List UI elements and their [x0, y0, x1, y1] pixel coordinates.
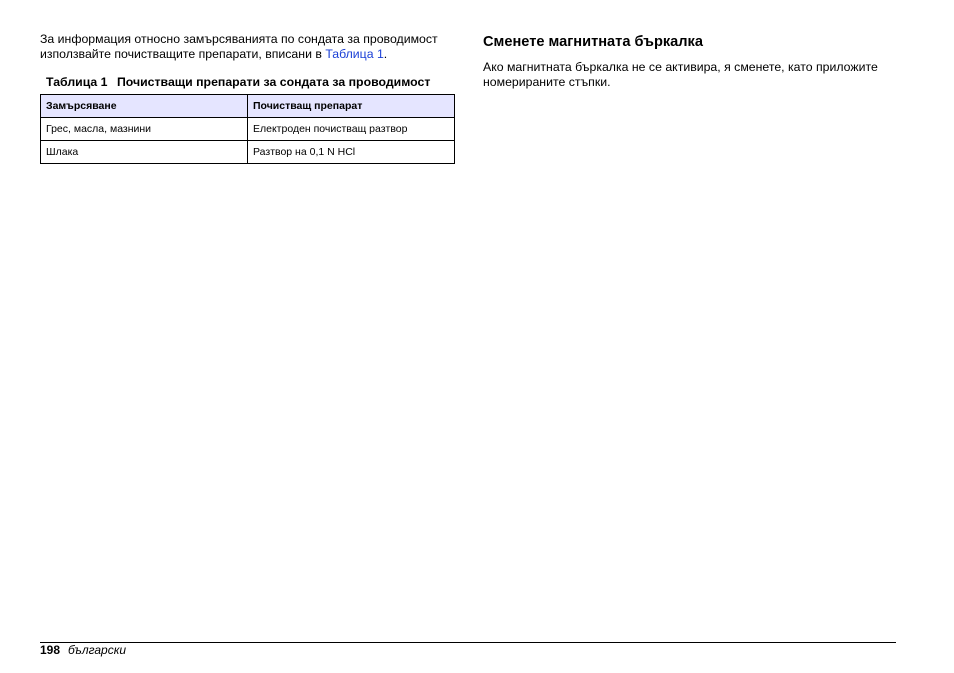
section-heading: Сменете магнитната бъркалка — [483, 34, 703, 50]
page-number: 198 — [40, 643, 61, 657]
table-header-contamination: Замърсяване — [41, 95, 248, 118]
table-caption — [46, 75, 455, 89]
table-cell: Грес, масла, мазнини — [41, 118, 248, 141]
table-cell: Разтвор на 0,1 N HCl — [248, 141, 455, 164]
intro-paragraph — [40, 32, 455, 61]
left-column — [40, 32, 455, 164]
table-caption-number: Таблица 1 — [46, 75, 108, 89]
table-caption-title: Почистващи препарати за сондата за проводимост — [116, 75, 431, 89]
page-footer — [40, 643, 126, 657]
table-cell: Електроден почистващ разтвор — [248, 118, 455, 141]
table-reference-link[interactable]: Таблица 1 — [325, 46, 384, 61]
table-cell: Шлака — [41, 141, 248, 164]
table-header-row — [41, 95, 455, 118]
intro-end: . — [383, 46, 388, 61]
table-row — [41, 118, 455, 141]
table-header-cleaning-agent: Почистващ препарат — [248, 95, 455, 118]
table-row — [41, 141, 455, 164]
right-column — [483, 34, 913, 89]
section-body: Ако магнитната бъркалка не се активира, я сменете, като приложите номерираните стъпки. — [483, 60, 878, 89]
footer-language: български — [68, 643, 127, 657]
cleaning-agents-table — [40, 94, 455, 164]
intro-text: За информация относно замърсяванията по сондата за проводимост използвайте почистващите препарати, вписани в — [40, 32, 438, 61]
footer-divider — [40, 642, 896, 643]
